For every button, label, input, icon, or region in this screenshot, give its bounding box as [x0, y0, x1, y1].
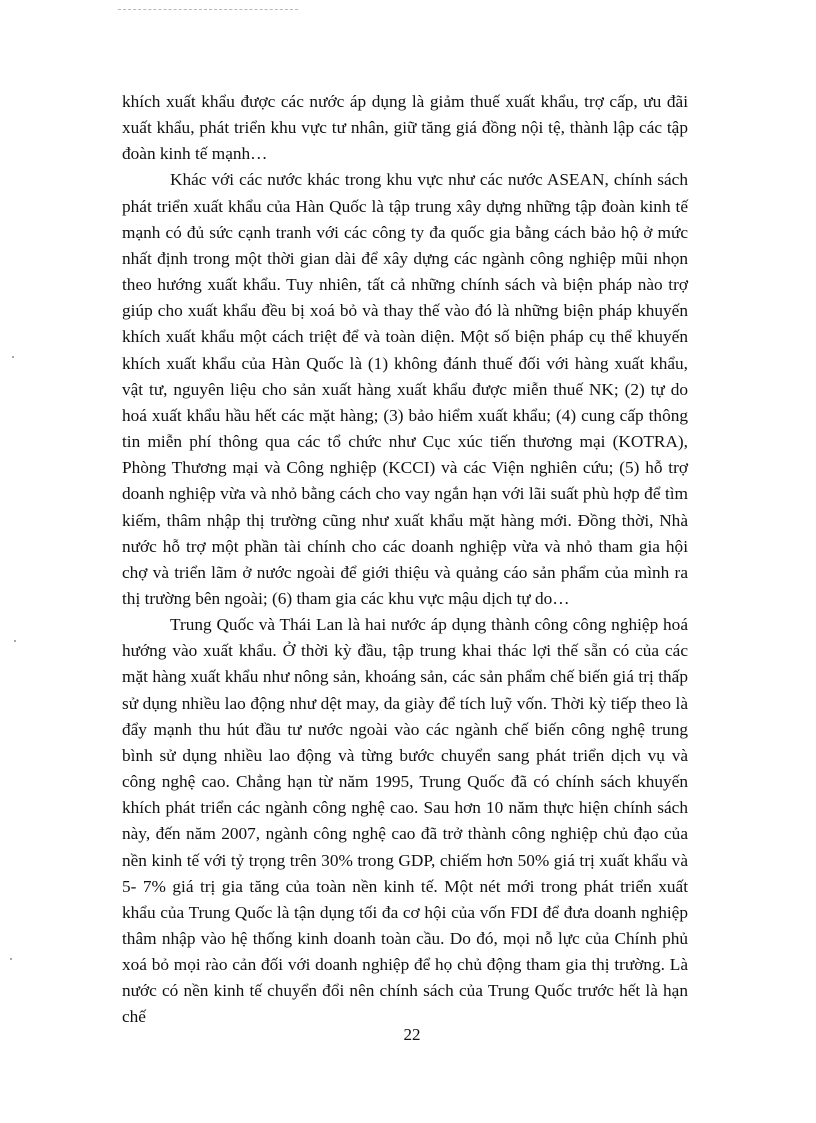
- page-number: 22: [403, 1025, 421, 1044]
- paragraph-china-thailand-policy: Trung Quốc và Thái Lan là hai nước áp dụng thành công công nghiệp hoá hướng vào xuất khẩu. Ở thời kỳ đầu, tập trung khai thác lợi thế sẵn có của các mặt hàng xuất khẩu như nông sản, khoáng sản, các sản phẩm chế biến giá trị thấp sử dụng nhiều lao động như dệt may, da giày để tích luỹ vốn. Thời kỳ tiếp theo là đẩy mạnh thu hút đầu tư nước ngoài vào các ngành chế biến công nghệ trung bình sử dụng nhiều lao động và từng bước chuyển sang phát triển dịch vụ và công nghệ cao. Chẳng hạn từ năm 1995, Trung Quốc đã có chính sách khuyến khích phát triển các ngành công nghệ cao. Sau hơn 10 năm thực hiện chính sách này, đến năm 2007, ngành công nghệ cao đã trở thành công nghiệp chủ đạo của nền kinh tế với tỷ trọng trên 30% trong GDP, chiếm hơn 50% giá trị xuất khẩu và 5- 7% giá trị gia tăng của toàn nền kinh tế. Một nét mới trong phát triển xuất khẩu của Trung Quốc là tận dụng tối đa cơ hội của vốn FDI để đưa doanh nghiệp thâm nhập vào hệ thống kinh doanh toàn cầu. Do đó, mọi nỗ lực của Chính phủ xoá bỏ mọi rào cản đối với doanh nghiệp để họ chủ động tham gia thị trường. Là nước có nền kinh tế chuyển đổi nên chính sách của Trung Quốc trước hết là hạn chế: [122, 615, 688, 1027]
- scan-artifact-line: [118, 9, 298, 12]
- scan-artifact-dot: [10, 958, 12, 960]
- paragraph-korea-export-policy: Khác với các nước khác trong khu vực như các nước ASEAN, chính sách phát triển xuất khẩu của Hàn Quốc là tập trung xây dựng những tập đoàn kinh tế mạnh có đủ sức cạnh tranh với các công ty đa quốc gia bằng cách bảo hộ ở mức nhất định trong một thời gian dài để xây dựng các ngành công nghiệp mũi nhọn theo hướng xuất khẩu. Tuy nhiên, tất cả những chính sách và biện pháp nào trợ giúp cho xuất khẩu đều bị xoá bỏ và thay thế vào đó là những biện pháp khuyến khích xuất khẩu một cách triệt để và toàn diện. Một số biện pháp cụ thể khuyến khích xuất khẩu của Hàn Quốc là (1) không đánh thuế đối với hàng xuất khẩu, vật tư, nguyên liệu cho sản xuất hàng xuất khẩu được miễn thuế NK; (2) tự do hoá xuất khẩu hầu hết các mặt hàng; (3) bảo hiểm xuất khẩu; (4) cung cấp thông tin miễn phí thông qua các tổ chức như Cục xúc tiến thương mại (KOTRA), Phòng Thương mại và Công nghiệp (KCCI) và các Viện nghiên cứu; (5) hỗ trợ doanh nghiệp vừa và nhỏ bằng cách cho vay ngắn hạn với lãi suất phù hợp để tìm kiếm, thâm nhập thị trường cũng như xuất khẩu mặt hàng mới. Đồng thời, Nhà nước hỗ trợ một phần tài chính cho các doanh nghiệp vừa và nhỏ tham gia hội chợ và triển lãm ở nước ngoài để giới thiệu và quảng cáo sản phẩm của mình ra thị trường bên ngoài; (6) tham gia các khu vực mậu dịch tự do…: [122, 170, 688, 608]
- body-text: [122, 89, 688, 1031]
- paragraph-continuation: khích xuất khẩu được các nước áp dụng là giảm thuế xuất khẩu, trợ cấp, ưu đãi xuất khẩu, phát triển khu vực tư nhân, giữ tăng giá đồng nội tệ, thành lập các tập đoàn kinh tế mạnh…: [122, 92, 688, 164]
- scan-artifact-dot: [12, 356, 14, 358]
- scan-artifact-dot: [14, 640, 16, 642]
